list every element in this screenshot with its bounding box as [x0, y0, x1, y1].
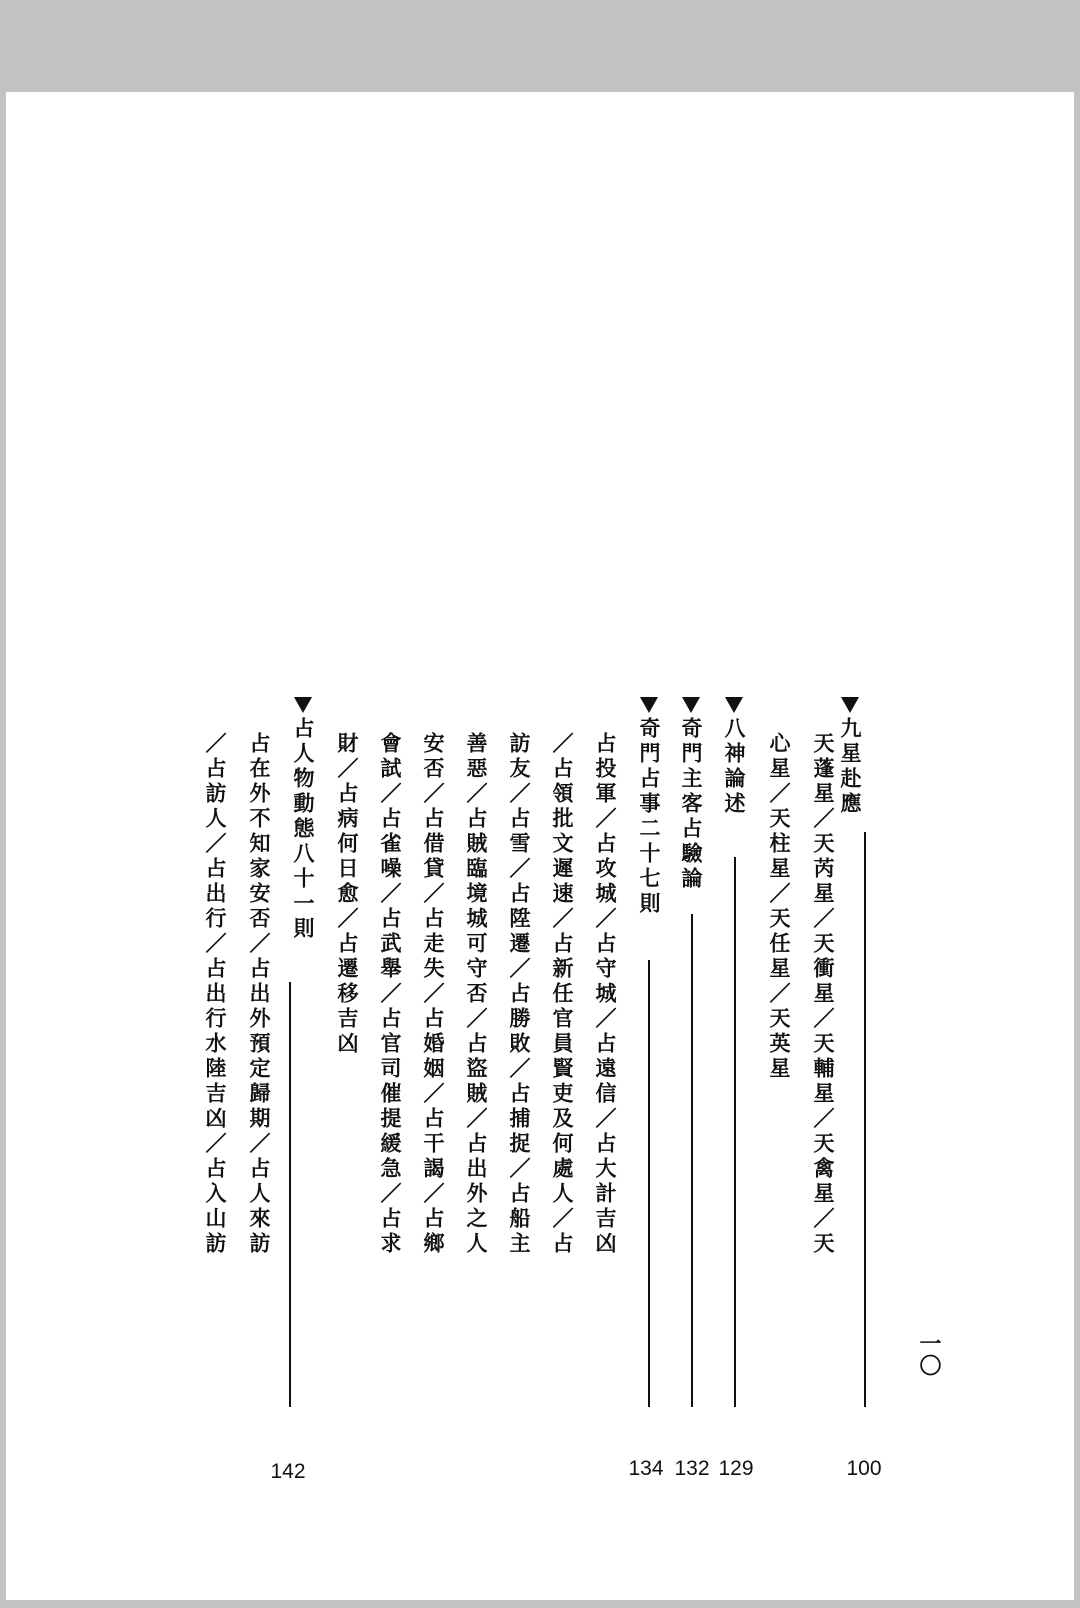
toc-subitems: 善惡／占賊臨境城可守否／占盜賊／占出外之人	[464, 732, 489, 1257]
toc-subitems: 訪友／占雪／占陞遷／占勝敗／占捕捉／占船主	[507, 732, 532, 1257]
leader-line	[864, 832, 866, 1407]
book-page	[6, 92, 1074, 1600]
page-number: 100	[846, 1457, 882, 1480]
toc-subitems: 天蓬星／天芮星／天衝星／天輔星／天禽星／天	[811, 732, 836, 1257]
page-folio: 一〇	[916, 1332, 942, 1376]
triangle-bullet-icon	[294, 697, 312, 713]
toc-subitems: 心星／天柱星／天任星／天英星	[767, 732, 792, 1082]
toc-heading-eight-gods	[719, 697, 749, 817]
toc-heading-label: 九星赴應	[838, 717, 863, 817]
toc-subitems: 財／占病何日愈／占遷移吉凶	[335, 732, 360, 1057]
toc-subitems: 占在外不知家安否／占出外預定歸期／占人來訪	[247, 732, 272, 1257]
toc-heading-label: 占人物動態八十一則	[291, 717, 316, 942]
page-number: 132	[674, 1457, 710, 1480]
page-number: 134	[628, 1457, 664, 1480]
toc-heading-persons-81	[288, 697, 318, 942]
triangle-bullet-icon	[841, 697, 859, 713]
toc-heading-label: 奇門占事二十七則	[637, 717, 662, 917]
toc-heading-host-guest	[676, 697, 706, 892]
toc-heading-label: 奇門主客占驗論	[679, 717, 704, 892]
toc-subitems: ／占領批文遲速／占新任官員賢吏及何處人／占	[550, 732, 575, 1257]
toc-heading-nine-stars	[835, 697, 865, 817]
toc-subitems: 會試／占雀噪／占武舉／占官司催提緩急／占求	[378, 732, 403, 1257]
leader-line	[691, 914, 693, 1407]
toc-heading-divination-27	[634, 697, 664, 917]
leader-line	[289, 982, 291, 1407]
page-number: 142	[270, 1460, 306, 1483]
page-number: 129	[718, 1457, 754, 1480]
toc-subitems: 占投軍／占攻城／占守城／占遠信／占大計吉凶	[593, 732, 618, 1257]
toc-subitems: ／占訪人／占出行／占出行水陸吉凶／占入山訪	[203, 732, 228, 1257]
toc-subitems: 安否／占借貸／占走失／占婚姻／占干謁／占鄉	[421, 732, 446, 1257]
triangle-bullet-icon	[640, 697, 658, 713]
leader-line	[734, 857, 736, 1407]
triangle-bullet-icon	[682, 697, 700, 713]
leader-line	[648, 960, 650, 1407]
toc-heading-label: 八神論述	[722, 717, 747, 817]
triangle-bullet-icon	[725, 697, 743, 713]
